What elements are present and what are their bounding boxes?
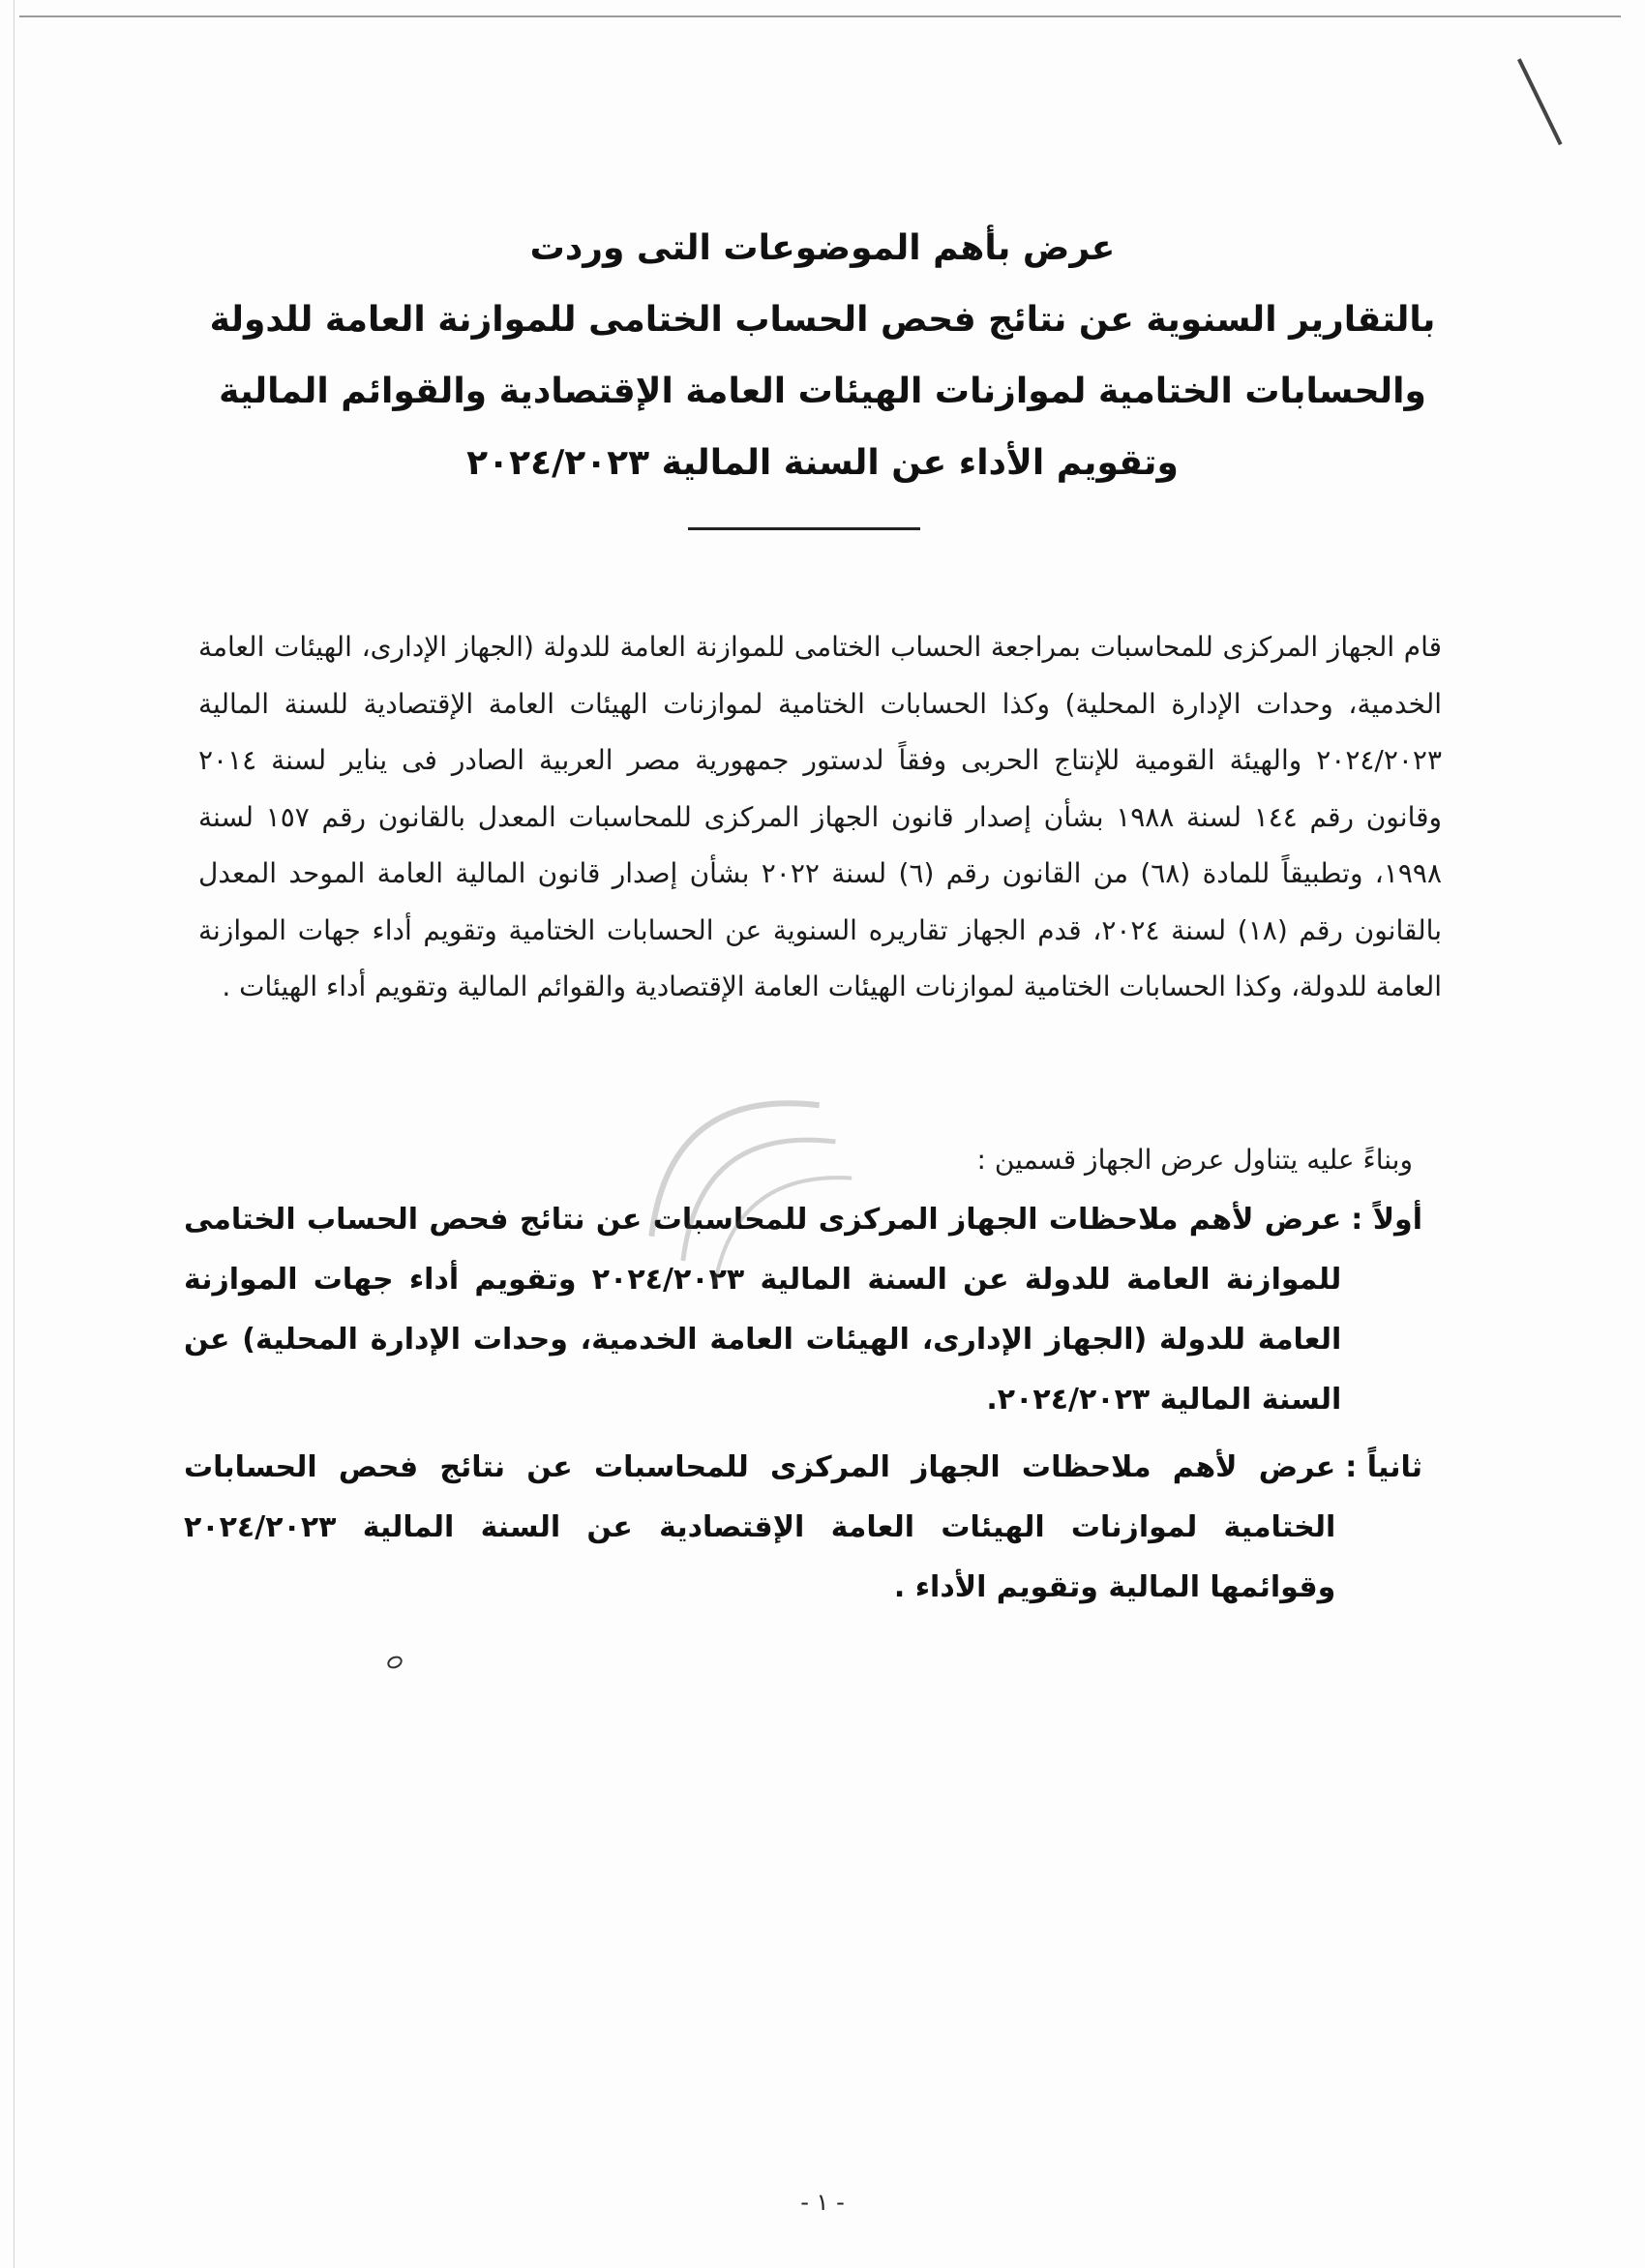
header-line-3: والحسابات الختامية لموازنات الهيئات العامة الإقتصادية والقوائم المالية — [219, 372, 1426, 411]
section-second-label: ثانياً : — [1345, 1450, 1422, 1484]
scan-edge-top — [19, 15, 1621, 17]
header-line-1: عرض بأهم الموضوعات التى وردت — [529, 228, 1116, 268]
section-second-text: عرض لأهم ملاحظات الجهاز المركزى للمحاسبات عن نتائج فحص الحسابات الختامية لموازنات الهيئات العامة الإقتصادية عن السنة المالية ٢٠٢٤/٢٠٢٣ وقوائمها المالية وتقويم الأداء . — [184, 1450, 1336, 1604]
section-first-label: أولاً : — [1351, 1203, 1422, 1237]
intro-paragraph: قام الجهاز المركزى للمحاسبات بمراجعة الحساب الختامى للموازنة العامة للدولة (الجهاز الإدارى، الهيئات العامة الخدمية، وحدات الإدارة المحلية) وكذا الحسابات الختامية لموازنات الهيئات العامة الإقتصادية للسنة المالية ٢٠٢٤/٢٠٢٣ والهيئة القومية للإنتاج الحربى وفقاً لدستور جمهورية مصر العربية الصادر فى يناير لسنة ٢٠١٤ وقانون رقم ١٤٤ لسنة ١٩٨٨ بشأن إصدار قانون الجهاز المركزى للمحاسبات المعدل بالقانون رقم ١٥٧ لسنة ١٩٩٨، وتطبيقاً للمادة (٦٨) من القانون رقم (٦) لسنة ٢٠٢٢ بشأن إصدار قانون المالية العامة الموحد المعدل بالقانون رقم (١٨) لسنة ٢٠٢٤، قدم الجهاز تقاريره السنوية عن الحسابات الختامية وتقويم أداء جهات الموازنة العامة للدولة، وكذا الحسابات الختامية لموازنات الهيئات العامة الإقتصادية والقوائم المالية وتقويم أداء الهيئات . — [198, 631, 1443, 1002]
header-line-4: وتقويم الأداء عن السنة المالية ٢٠٢٤/٢٠٢٣ — [466, 443, 1179, 483]
section-first-text: عرض لأهم ملاحظات الجهاز المركزى للمحاسبات عن نتائج فحص الحساب الختامى للموازنة العامة للدولة عن السنة المالية ٢٠٢٤/٢٠٢٣ وتقويم أداء جهات الموازنة العامة للدولة (الجهاز الإدارى، الهيئات العامة الخدمية، وحدات الإدارة المحلية) عن السنة المالية ٢٠٢٤/٢٠٢٣. — [184, 1203, 1342, 1417]
ink-dot-mark — [385, 1654, 404, 1671]
header-line-2: بالتقارير السنوية عن نتائج فحص الحساب الختامى للموازنة العامة للدولة — [209, 300, 1436, 340]
document-header — [0, 213, 1645, 499]
page-number: - ١ - — [800, 2189, 845, 2216]
section-second — [184, 1438, 1422, 1618]
header-divider — [688, 527, 920, 530]
sections-lead: وبناءً عليه يتناول عرض الجهاز قسمين : — [976, 1144, 1413, 1176]
corner-pen-mark — [1517, 58, 1563, 145]
section-first — [184, 1190, 1422, 1430]
